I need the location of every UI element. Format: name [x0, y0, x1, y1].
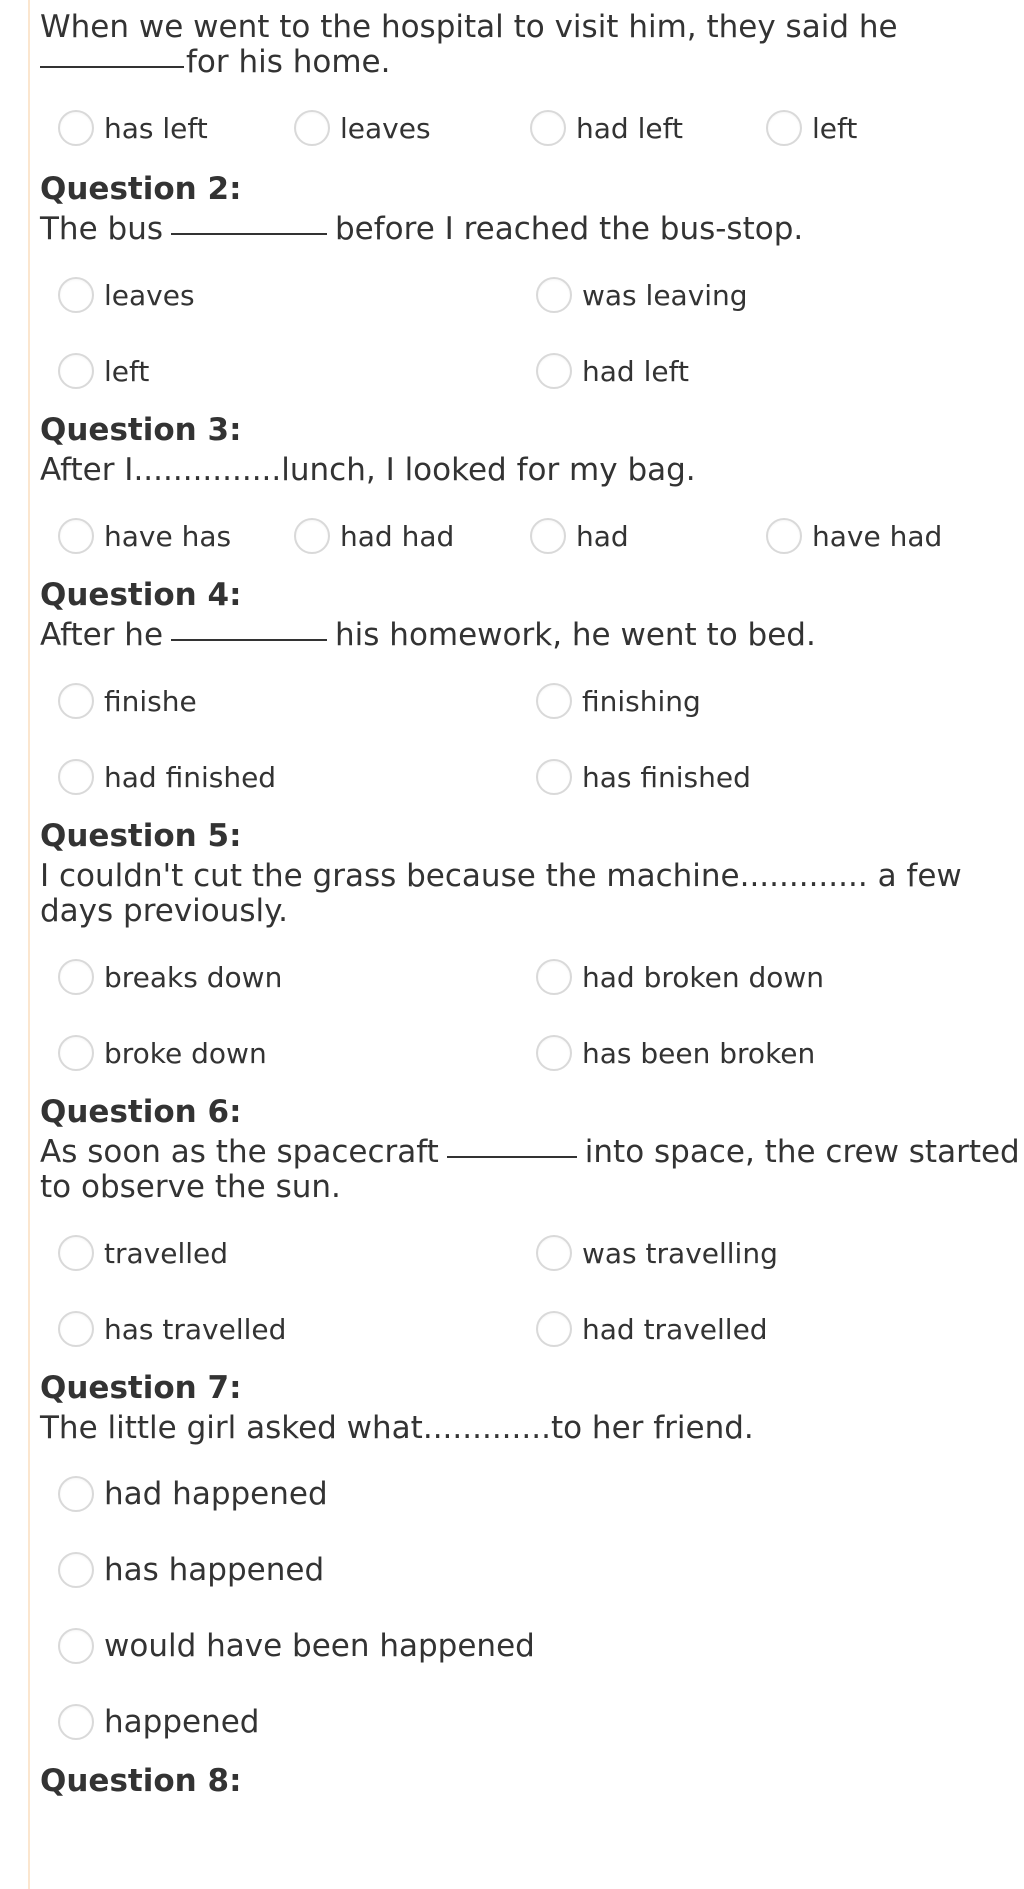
option-had-left[interactable]: [518, 353, 996, 389]
question-2: [40, 166, 1020, 409]
option-label: has left: [104, 111, 208, 145]
option-broke-down[interactable]: [40, 1035, 518, 1071]
option-label: has happened: [104, 1552, 325, 1588]
question-7-option-3-row: [40, 1608, 1020, 1684]
question-7-text-part-b: to her friend.: [550, 1410, 754, 1446]
option-had[interactable]: [512, 518, 748, 554]
answer-dots: ...............: [133, 452, 282, 488]
option-label: had happened: [104, 1476, 328, 1512]
question-4-title: Question 4:: [40, 577, 242, 613]
left-accent-rule: [28, 0, 30, 1889]
radio-button[interactable]: [536, 683, 572, 719]
question-2-options-row-2: [40, 333, 1020, 409]
option-label: had broken down: [582, 960, 825, 994]
option-label: breaks down: [104, 960, 283, 994]
question-3-text-part-a: After I: [40, 452, 134, 488]
question-1-text: [40, 10, 1020, 80]
question-3-title: Question 3:: [40, 412, 242, 448]
option-has-been-broken[interactable]: [518, 1035, 996, 1071]
question-2-title: Question 2:: [40, 171, 242, 207]
option-label: has finished: [582, 760, 751, 794]
radio-button[interactable]: [58, 1311, 94, 1347]
radio-button[interactable]: [536, 1311, 572, 1347]
question-5-text-part-a: I couldn't cut the grass because the machine: [40, 858, 740, 894]
radio-button[interactable]: [58, 1035, 94, 1071]
option-label: had travelled: [582, 1312, 768, 1346]
radio-button[interactable]: [536, 277, 572, 313]
option-label: left: [104, 354, 150, 388]
option-left[interactable]: [40, 353, 518, 389]
radio-button[interactable]: [58, 110, 94, 146]
question-7-option-2-row: [40, 1532, 1020, 1608]
question-2-text-part-a: The bus: [40, 211, 163, 247]
radio-button[interactable]: [58, 683, 94, 719]
option-label: was travelling: [582, 1236, 778, 1270]
question-6-text-part-a: As soon as the spacecraft: [40, 1134, 439, 1170]
option-left[interactable]: [748, 110, 984, 146]
question-7-text: [40, 1411, 1020, 1446]
option-label: had finished: [104, 760, 277, 794]
answer-blank: [171, 233, 327, 235]
radio-button[interactable]: [294, 110, 330, 146]
radio-button[interactable]: [58, 1552, 94, 1588]
question-3-options: [40, 498, 1020, 574]
answer-blank: [171, 639, 327, 641]
option-have-has[interactable]: [40, 518, 276, 554]
question-6-title: Question 6:: [40, 1094, 242, 1130]
question-7-title: Question 7:: [40, 1370, 242, 1406]
radio-button[interactable]: [766, 110, 802, 146]
question-1-text-part-b: for his home.: [186, 44, 391, 80]
option-had-finished[interactable]: [40, 759, 518, 795]
option-happened[interactable]: [40, 1704, 259, 1740]
option-label: have had: [812, 519, 943, 553]
option-label: broke down: [104, 1036, 267, 1070]
radio-button[interactable]: [294, 518, 330, 554]
question-1: [40, 10, 1020, 166]
question-6-text: [40, 1135, 1020, 1205]
radio-button[interactable]: [58, 1704, 94, 1740]
option-label: had: [576, 519, 629, 553]
question-5-options-row-2: [40, 1015, 1020, 1091]
option-label: leaves: [340, 111, 431, 145]
option-has-travelled[interactable]: [40, 1311, 518, 1347]
question-5-title: Question 5:: [40, 818, 242, 854]
option-has-left[interactable]: [40, 110, 276, 146]
answer-blank: [447, 1156, 577, 1158]
option-travelled[interactable]: [40, 1235, 518, 1271]
option-had-left[interactable]: [512, 110, 748, 146]
option-finishing[interactable]: [518, 683, 996, 719]
quiz-content: [40, 0, 1020, 1798]
option-had-had[interactable]: [276, 518, 512, 554]
radio-button[interactable]: [536, 353, 572, 389]
option-was-leaving[interactable]: [518, 277, 996, 313]
question-8: [40, 1760, 1020, 1798]
question-4-text-part-b: his homework, he went to bed.: [335, 617, 816, 653]
option-finishe[interactable]: [40, 683, 518, 719]
question-6: [40, 1091, 1020, 1367]
answer-dots: .............: [739, 858, 868, 894]
question-4-options-row-2: [40, 739, 1020, 815]
radio-button[interactable]: [530, 518, 566, 554]
question-2-options-row-1: [40, 257, 1020, 333]
question-6-text-part-b: into space, the crew started to observe the sun.: [40, 1134, 1020, 1205]
option-label: has been broken: [582, 1036, 816, 1070]
question-3-text-part-b: lunch, I looked for my bag.: [281, 452, 696, 488]
option-label: would have been happened: [104, 1628, 535, 1664]
option-was-travelling[interactable]: [518, 1235, 996, 1271]
question-5-options-row-1: [40, 939, 1020, 1015]
option-label: had left: [582, 354, 689, 388]
radio-button[interactable]: [58, 353, 94, 389]
question-2-text: [40, 212, 1020, 247]
question-1-text-part-a: When we went to the hospital to visit him, they said he: [40, 9, 898, 45]
radio-button[interactable]: [766, 518, 802, 554]
question-2-text-part-b: before I reached the bus-stop.: [335, 211, 804, 247]
radio-button[interactable]: [58, 1476, 94, 1512]
question-7-option-1-row: [40, 1456, 1020, 1532]
radio-button[interactable]: [536, 1035, 572, 1071]
radio-button[interactable]: [530, 110, 566, 146]
radio-button[interactable]: [536, 959, 572, 995]
option-label: finishe: [104, 684, 197, 718]
option-has-finished[interactable]: [518, 759, 996, 795]
option-label: has travelled: [104, 1312, 287, 1346]
question-6-options-row-2: [40, 1291, 1020, 1367]
question-4: [40, 574, 1020, 815]
option-label: leaves: [104, 278, 195, 312]
option-had-happened[interactable]: [40, 1476, 328, 1512]
radio-button[interactable]: [58, 1628, 94, 1664]
option-has-happened[interactable]: [40, 1552, 324, 1588]
question-3-text: [40, 453, 1020, 488]
radio-button[interactable]: [536, 1235, 572, 1271]
radio-button[interactable]: [58, 277, 94, 313]
option-label: travelled: [104, 1236, 229, 1270]
radio-button[interactable]: [58, 518, 94, 554]
option-breaks-down[interactable]: [40, 959, 518, 995]
radio-button[interactable]: [58, 959, 94, 995]
question-7-option-4-row: [40, 1684, 1020, 1760]
answer-dots: .............: [422, 1410, 551, 1446]
option-would-have-been-happened[interactable]: [40, 1628, 535, 1664]
option-had-travelled[interactable]: [518, 1311, 996, 1347]
question-4-text: [40, 618, 1020, 653]
option-label: had left: [576, 111, 683, 145]
radio-button[interactable]: [536, 759, 572, 795]
question-5-text-part-b: a few days previously.: [40, 858, 962, 929]
question-5: [40, 815, 1020, 1091]
question-8-title: Question 8:: [40, 1763, 242, 1799]
option-have-had[interactable]: [748, 518, 984, 554]
question-1-options: [40, 90, 1020, 166]
option-label: finishing: [582, 684, 701, 718]
question-4-text-part-a: After he: [40, 617, 164, 653]
option-label: had had: [340, 519, 455, 553]
option-label: was leaving: [582, 278, 748, 312]
question-3: [40, 409, 1020, 574]
answer-blank: [40, 66, 184, 68]
question-4-options-row-1: [40, 663, 1020, 739]
question-5-text: [40, 859, 1020, 929]
radio-button[interactable]: [58, 759, 94, 795]
option-leaves[interactable]: [276, 110, 512, 146]
option-leaves[interactable]: [40, 277, 518, 313]
option-label: left: [812, 111, 858, 145]
option-label: happened: [104, 1704, 260, 1740]
option-had-broken-down[interactable]: [518, 959, 996, 995]
radio-button[interactable]: [58, 1235, 94, 1271]
question-6-options-row-1: [40, 1215, 1020, 1291]
question-7-text-part-a: The little girl asked what: [40, 1410, 423, 1446]
question-7: [40, 1367, 1020, 1760]
option-label: have has: [104, 519, 232, 553]
